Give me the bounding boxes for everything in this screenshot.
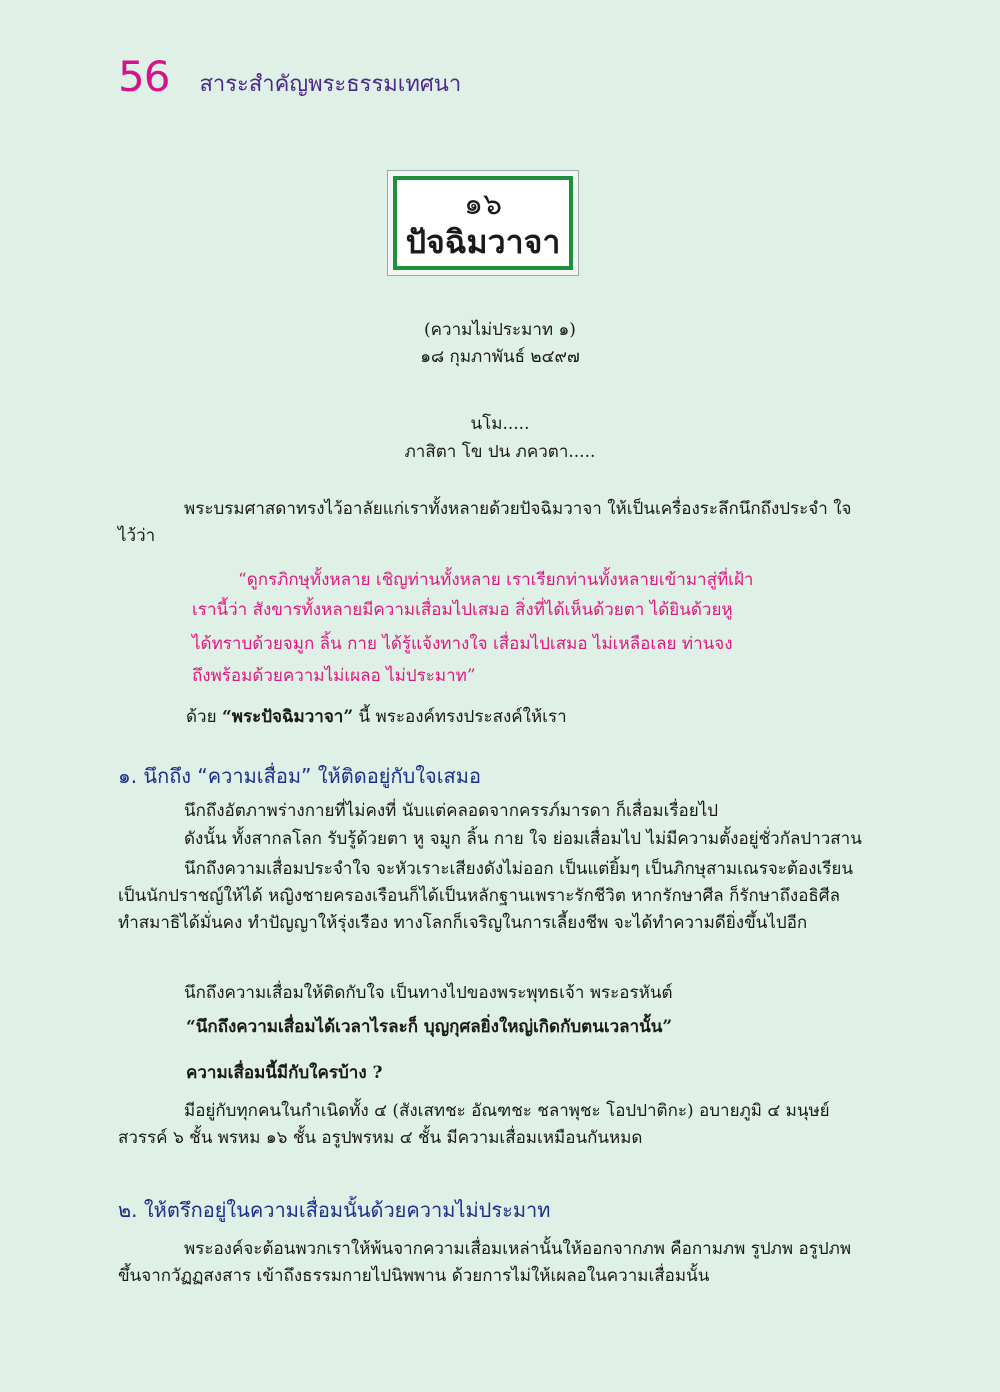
after-quote-bold: “พระปัจฉิมวาจา” xyxy=(221,707,354,727)
section-1-question: ความเสื่อมนี้มีกับใครบ้าง ? xyxy=(186,1063,383,1083)
section-2-heading: ๒. ให้ตรึกอยู่ในความเสื่อมนั้นด้วยความไม่ประมาท xyxy=(118,1198,551,1222)
invocation-line-1: นโม..... xyxy=(470,414,530,434)
after-quote-prefix: ด้วย xyxy=(186,707,222,727)
after-quote-suffix: นี้ พระองค์ทรงประสงค์ให้เรา xyxy=(353,707,567,727)
section-2-p1: พระองค์จะต้อนพวกเราให้พ้นจากความเสื่อมเหล่านั้นให้ออกจากภพ คือกามภพ รูปภพ อรูปภพ ขึ้นจากวัฏฏสงสาร เข้าถึงธรรมกายไปนิพพาน ด้วยการไม่ให้เผลอในความเสื่อมนั้น xyxy=(118,1239,852,1286)
quote-line-2: เรานี้ว่า สังขารทั้งหลายมีความเสื่อมไปเสมอ สิ่งที่ได้เห็นด้วยตา ได้ยินด้วยหู xyxy=(192,600,733,620)
section-1-p2: ดังนั้น ทั้งสากลโลก รับรู้ด้วยตา หู จมูก ลิ้น กาย ใจ ย่อมเสื่อมไป ไม่มีความตั้งอยู่ชั่วกัลปาวสาน xyxy=(184,829,862,849)
chapter-title-frame xyxy=(393,176,573,270)
chapter-title-box xyxy=(387,170,579,276)
after-quote-line xyxy=(186,704,866,731)
section-1-heading: ๑. นึกถึง “ความเสื่อม” ให้ติดอยู่กับใจเสมอ xyxy=(118,764,481,788)
book-title: สาระสำคัญพระธรรมเทศนา xyxy=(199,72,462,97)
section-1-p3: นึกถึงความเสื่อมประจำใจ จะหัวเราะเสียงดังไม่ออก เป็นแต่ยิ้มๆ เป็นภิกษุสามเณรจะต้องเรียนเป็นนักปราชญ์ให้ได้ หญิงชายครองเรือนก็ได้เป็นหลักฐานเพราะรักชีวิต หากรักษาศีล ก็รักษาถึงอธิศีล ทำสมาธิได้มั่นคง ทำปัญญาให้รุ่งเรือง ทางโลกก็เจริญในการเลี้ยงชีพ จะได้ทำความดียิ่งขึ้นไปอีก xyxy=(118,859,853,933)
intro-paragraph: พระบรมศาสดาทรงไว้อาลัยแก่เราทั้งหลายด้วยปัจฉิมวาจา ให้เป็นเครื่องระลึกนึกถึงประจำ ใจไว้ว่า xyxy=(118,499,852,546)
quote-line-3: ได้ทราบด้วยจมูก ลิ้น กาย ได้รู้แจ้งทางใจ เสื่อมไปเสมอ ไม่เหลือเลย ท่านจง xyxy=(192,634,733,654)
chapter-number: ๑๖ xyxy=(463,187,503,222)
section-1-bold-quote: “นึกถึงความเสื่อมได้เวลาไรละก็ บุญกุศลยิ่งใหญ่เกิดกับตนเวลานั้น” xyxy=(186,1017,673,1037)
chapter-date: ๑๘ กุมภาพันธ์ ๒๔๙๗ xyxy=(420,347,580,367)
section-1-p4: นึกถึงความเสื่อมให้ติดกับใจ เป็นทางไปของพระพุทธเจ้า พระอรหันต์ xyxy=(184,983,673,1003)
page-number: 56 xyxy=(118,52,170,101)
quote-line-1: “ดูกรภิกษุทั้งหลาย เชิญท่านทั้งหลาย เราเรียกท่านทั้งหลายเข้ามาสู่ที่เฝ้า xyxy=(238,570,754,590)
invocation-line-2: ภาสิตา โข ปน ภควตา..... xyxy=(404,442,596,462)
section-1-p1: นึกถึงอัตภาพร่างกายที่ไม่คงที่ นับแต่คลอดจากครรภ์มารดา ก็เสื่อมเรื่อยไป xyxy=(184,801,719,821)
section-1-answer: มีอยู่กับทุกคนในกำเนิดทั้ง ๔ (สังเสทชะ อัณฑชะ ชลาพุชะ โอปปาติกะ) อบายภูมิ ๔ มนุษย์ สวรรค์ ๖ ชั้น พรหม ๑๖ ชั้น อรูปพรหม ๔ ชั้น มีความเสื่อมเหมือนกันหมด xyxy=(118,1101,830,1148)
quote-line-4: ถึงพร้อมด้วยความไม่เผลอ ไม่ประมาท” xyxy=(192,666,476,686)
chapter-title: ปัจฉิมวาจา xyxy=(405,223,561,261)
chapter-subtitle: (ความไม่ประมาท ๑) xyxy=(424,320,576,340)
page-header xyxy=(118,52,461,101)
